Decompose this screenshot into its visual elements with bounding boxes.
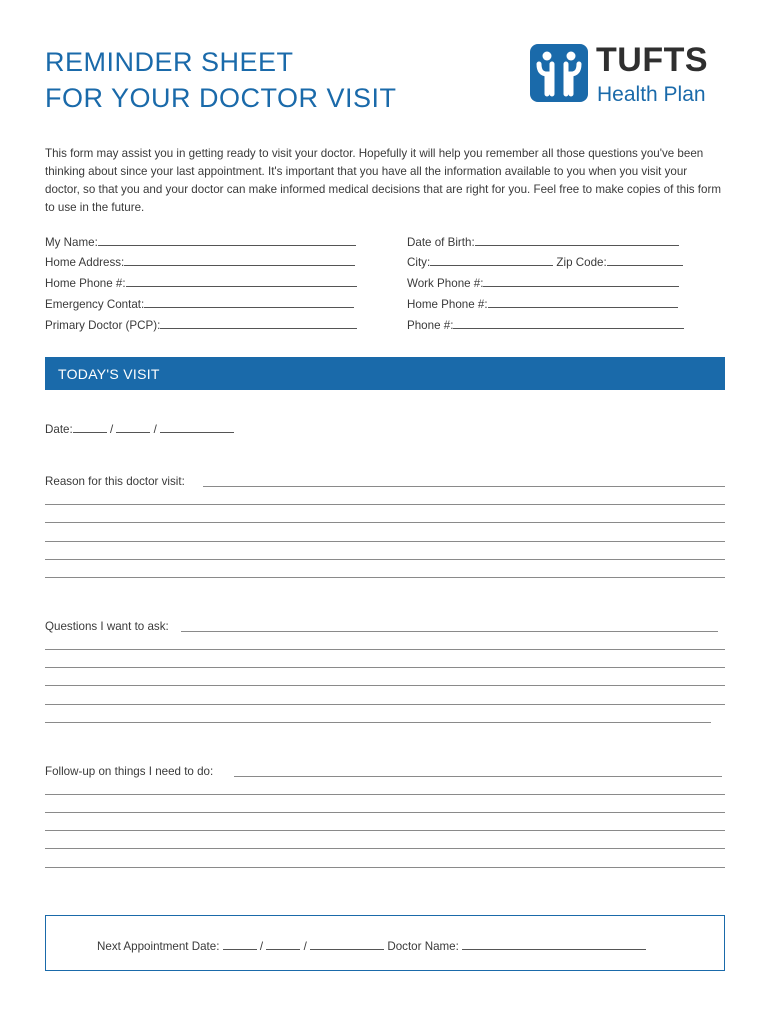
- doctor-name-label: Doctor Name:: [387, 940, 459, 953]
- my-name-field[interactable]: [45, 233, 356, 249]
- reason-line[interactable]: [45, 504, 725, 505]
- todays-visit-banner: TODAY'S VISIT: [45, 357, 725, 390]
- reason-line[interactable]: [45, 541, 725, 542]
- next-appointment-label: Next Appointment Date:: [97, 940, 220, 953]
- zip-code-line[interactable]: [607, 253, 683, 266]
- my-name-line[interactable]: [98, 233, 356, 246]
- date-of-birth-line[interactable]: [475, 233, 679, 246]
- emergency-contact-label: Emergency Contat:: [45, 298, 145, 311]
- work-phone-label: Work Phone #:: [407, 277, 484, 290]
- appt-slash-1: /: [259, 940, 264, 953]
- my-name-label: My Name:: [45, 236, 98, 249]
- date-slash-2: /: [153, 423, 157, 436]
- questions-label: Questions I want to ask:: [45, 620, 169, 633]
- followup-line[interactable]: [234, 776, 722, 777]
- intro-paragraph: This form may assist you in getting ready to visit your doctor. Hopefully it will help you remember all those questions you've been thinking about since your last appointment. It's important that you have all the information available to you when you visit your doctor, so that you and your doctor can make informed medical decisions that are right for you. Feel free to make copies of this form to use in the future.: [45, 147, 721, 214]
- people-icon: [530, 44, 588, 102]
- next-appointment-field[interactable]: [97, 937, 646, 953]
- questions-line[interactable]: [45, 685, 725, 686]
- title-line-2: FOR YOUR DOCTOR VISIT: [45, 83, 397, 113]
- primary-doctor-line[interactable]: [160, 316, 357, 329]
- home-phone-line[interactable]: [126, 274, 357, 287]
- work-phone-line[interactable]: [483, 274, 679, 287]
- followup-label: Follow-up on things I need to do:: [45, 765, 214, 778]
- followup-line[interactable]: [45, 812, 725, 813]
- visit-year-line[interactable]: [160, 420, 234, 433]
- appt-month-line[interactable]: [223, 937, 257, 950]
- home-phone-2-line[interactable]: [488, 295, 678, 308]
- primary-doctor-label: Primary Doctor (PCP):: [45, 319, 161, 332]
- emergency-contact-field[interactable]: [45, 295, 354, 311]
- home-address-line[interactable]: [124, 253, 355, 266]
- emergency-contact-line[interactable]: [144, 295, 354, 308]
- questions-line[interactable]: [45, 667, 725, 668]
- date-of-birth-field[interactable]: [407, 233, 679, 249]
- appt-slash-2: /: [303, 940, 307, 953]
- phone-label: Phone #:: [407, 319, 454, 332]
- logo-name: TUFTS: [596, 41, 709, 79]
- questions-line[interactable]: [45, 649, 725, 650]
- visit-month-line[interactable]: [73, 420, 107, 433]
- phone-line[interactable]: [453, 316, 684, 329]
- date-of-birth-label: Date of Birth:: [407, 236, 475, 249]
- followup-line[interactable]: [45, 848, 725, 849]
- appt-day-line[interactable]: [266, 937, 300, 950]
- visit-date-field[interactable]: [45, 420, 234, 436]
- followup-line[interactable]: [45, 830, 725, 831]
- questions-line[interactable]: [45, 722, 711, 723]
- followup-line[interactable]: [45, 867, 725, 868]
- home-phone-2-field[interactable]: [407, 295, 678, 311]
- logo-subtitle: Health Plan: [597, 83, 706, 106]
- reason-line[interactable]: [45, 522, 725, 523]
- page-title: [45, 44, 397, 116]
- tufts-logo-icon: [530, 44, 588, 102]
- home-address-label: Home Address:: [45, 256, 125, 269]
- phone-field[interactable]: [407, 316, 684, 332]
- date-slash-1: /: [109, 423, 114, 436]
- home-phone-field[interactable]: [45, 274, 357, 290]
- title-line-1: REMINDER SHEET: [45, 47, 294, 77]
- reason-line[interactable]: [203, 486, 725, 487]
- work-phone-field[interactable]: [407, 274, 679, 290]
- home-phone-2-label: Home Phone #:: [407, 298, 488, 311]
- city-line[interactable]: [430, 253, 553, 266]
- home-phone-label: Home Phone #:: [45, 277, 126, 290]
- zip-code-label: Zip Code:: [556, 256, 607, 269]
- city-zip-field[interactable]: [407, 253, 683, 269]
- questions-line[interactable]: [45, 704, 725, 705]
- home-address-field[interactable]: [45, 253, 355, 269]
- reason-line[interactable]: [45, 559, 725, 560]
- reason-line[interactable]: [45, 577, 725, 578]
- appt-year-line[interactable]: [310, 937, 384, 950]
- city-label: City:: [407, 256, 431, 269]
- doctor-name-line[interactable]: [462, 937, 646, 950]
- primary-doctor-field[interactable]: [45, 316, 357, 332]
- reason-label: Reason for this doctor visit:: [45, 475, 185, 488]
- questions-line[interactable]: [181, 631, 718, 632]
- visit-date-label: Date:: [45, 423, 73, 436]
- visit-day-line[interactable]: [116, 420, 150, 433]
- followup-line[interactable]: [45, 794, 725, 795]
